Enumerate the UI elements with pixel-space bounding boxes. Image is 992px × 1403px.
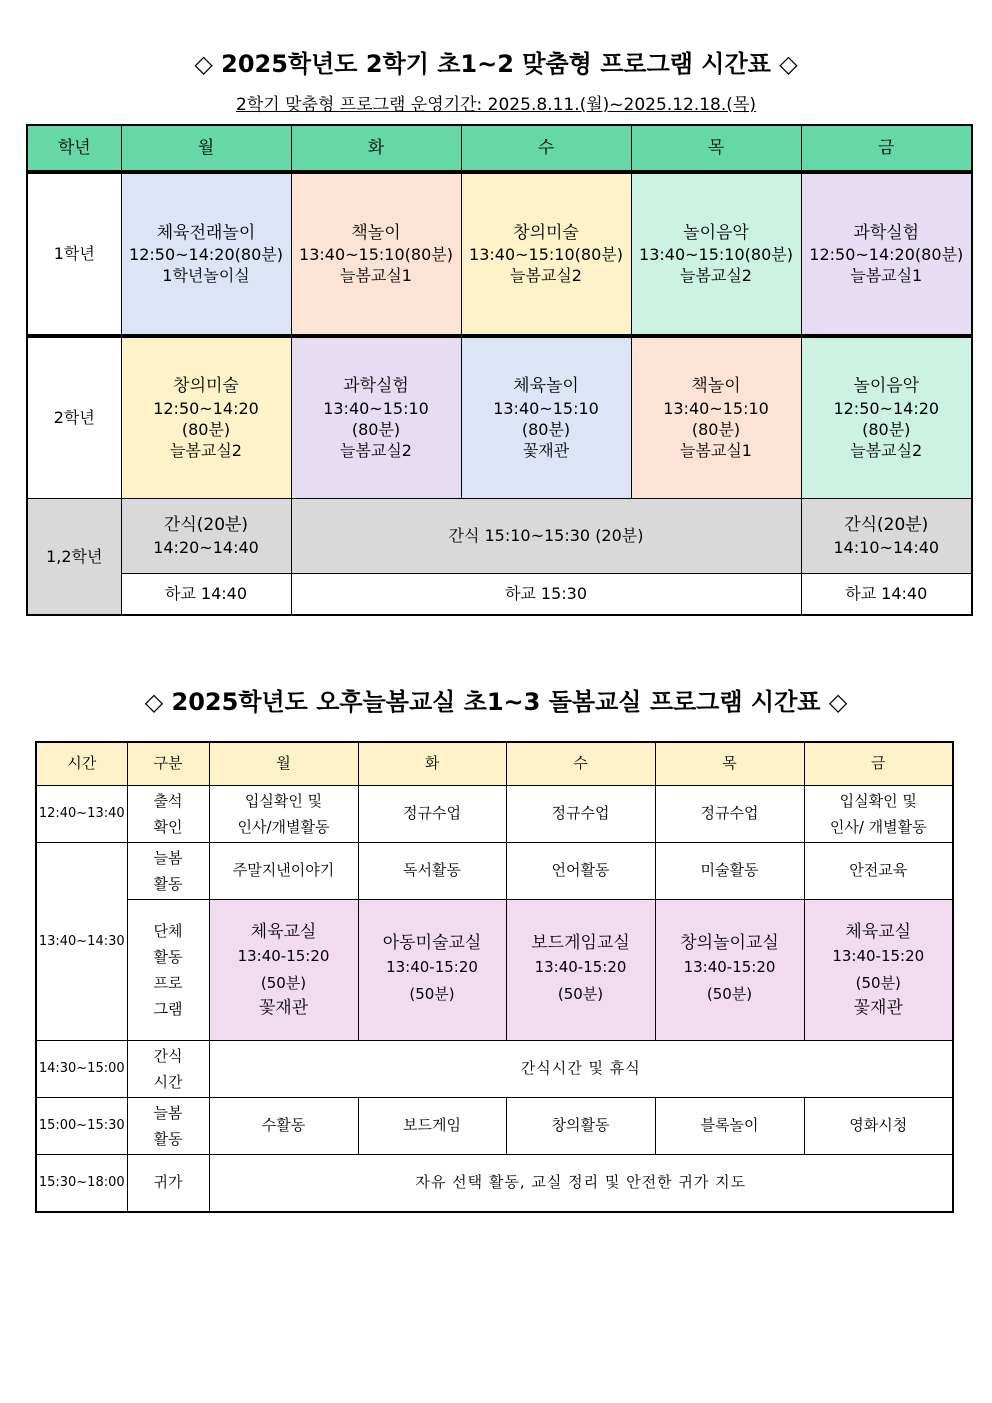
operation-period: 2학기 맞춤형 프로그램 운영기간: 2025.8.11.(월)~2025.12.18.(목) bbox=[236, 95, 756, 115]
group-mon-cell: 체육교실 13:40-15:20 (50분) 꽃재관 bbox=[209, 900, 358, 1041]
header-grade: 학년 bbox=[27, 125, 121, 171]
activity-fri-2: 영화시청 bbox=[804, 1098, 953, 1155]
grade1-tue-cell: 책놀이 13:40~15:10(80분) 늘봄교실1 bbox=[291, 174, 461, 335]
header-wed: 수 bbox=[506, 742, 655, 786]
header-fri: 금 bbox=[804, 742, 953, 786]
activity-mon-2: 수활동 bbox=[209, 1098, 358, 1155]
activity-wed-1: 언어활동 bbox=[506, 843, 655, 900]
group-thu-cell: 창의놀이교실 13:40-15:20 (50분) bbox=[655, 900, 804, 1041]
grade1-row bbox=[27, 174, 972, 335]
snack-text: 간식시간 및 휴식 bbox=[209, 1041, 953, 1098]
grade1-fri-cell: 과학실험 12:50~14:20(80분) 늘봄교실1 bbox=[801, 174, 972, 335]
grade2-thu-cell: 책놀이 13:40~15:10 (80분) 늘봄교실1 bbox=[631, 338, 801, 499]
table1-subtitle bbox=[0, 90, 992, 115]
attendance-tue: 정규수업 bbox=[358, 786, 506, 843]
snack-time-row bbox=[36, 1041, 953, 1098]
grade2-fri-cell: 놀이음악 12:50~14:20 (80분) 늘봄교실2 bbox=[801, 338, 972, 499]
dismiss-fri-cell: 하교 14:40 bbox=[801, 574, 972, 616]
dismiss-mon-cell: 하교 14:40 bbox=[121, 574, 291, 616]
going-home-row bbox=[36, 1155, 953, 1213]
header-tue: 화 bbox=[358, 742, 506, 786]
header-thu: 목 bbox=[655, 742, 804, 786]
neulbom-activity-row-1 bbox=[36, 843, 953, 900]
program-timetable bbox=[26, 124, 973, 616]
attendance-mon: 입실확인 및 인사/개별활동 bbox=[209, 786, 358, 843]
snack-type: 간식 시간 bbox=[127, 1041, 209, 1098]
snack-time: 14:30~15:00 bbox=[36, 1041, 127, 1098]
attendance-wed: 정규수업 bbox=[506, 786, 655, 843]
header-type: 구분 bbox=[127, 742, 209, 786]
activity-mon-1: 주말지낸이야기 bbox=[209, 843, 358, 900]
activity-thu-2: 블록놀이 bbox=[655, 1098, 804, 1155]
attendance-type: 출석 확인 bbox=[127, 786, 209, 843]
header-mon: 월 bbox=[209, 742, 358, 786]
group-fri-cell: 체육교실 13:40-15:20 (50분) 꽃재관 bbox=[804, 900, 953, 1041]
home-text: 자유 선택 활동, 교실 정리 및 안전한 귀가 지도 bbox=[209, 1155, 953, 1213]
header-time: 시간 bbox=[36, 742, 127, 786]
grade1-mon-cell: 체육전래놀이 12:50~14:20(80분) 1학년놀이실 bbox=[121, 174, 291, 335]
grade2-mon-cell: 창의미술 12:50~14:20 (80분) 늘봄교실2 bbox=[121, 338, 291, 499]
group-wed-cell: 보드게임교실 13:40-15:20 (50분) bbox=[506, 900, 655, 1041]
header-tue: 화 bbox=[291, 125, 461, 171]
neulbom-type-2: 늘봄 활동 bbox=[127, 1098, 209, 1155]
table1-header-row bbox=[27, 125, 972, 171]
attendance-time: 12:40~13:40 bbox=[36, 786, 127, 843]
header-wed: 수 bbox=[461, 125, 631, 171]
home-time: 15:30~18:00 bbox=[36, 1155, 127, 1213]
activity-fri-1: 안전교육 bbox=[804, 843, 953, 900]
activity-wed-2: 창의활동 bbox=[506, 1098, 655, 1155]
activity-tue-2: 보드게임 bbox=[358, 1098, 506, 1155]
grade2-wed-cell: 체육놀이 13:40~15:10 (80분) 꽃재관 bbox=[461, 338, 631, 499]
header-fri: 금 bbox=[801, 125, 972, 171]
dismiss-mid-cell: 하교 15:30 bbox=[291, 574, 801, 616]
neulbom-type-1: 늘봄 활동 bbox=[127, 843, 209, 900]
header-mon: 월 bbox=[121, 125, 291, 171]
common-grade-label: 1,2학년 bbox=[27, 499, 121, 616]
attendance-fri: 입실확인 및 인사/ 개별활동 bbox=[804, 786, 953, 843]
group-program-row bbox=[36, 900, 953, 1041]
snack-mid-cell: 간식 15:10~15:30 (20분) bbox=[291, 499, 801, 574]
group-tue-cell: 아동미술교실 13:40-15:20 (50분) bbox=[358, 900, 506, 1041]
activity-thu-1: 미술활동 bbox=[655, 843, 804, 900]
grade1-thu-cell: 놀이음악 13:40~15:10(80분) 늘봄교실2 bbox=[631, 174, 801, 335]
neulbom-time-1: 13:40~14:30 bbox=[36, 843, 127, 1041]
header-thu: 목 bbox=[631, 125, 801, 171]
table1-title: ◇ 2025학년도 2학기 초1~2 맞춤형 프로그램 시간표 ◇ bbox=[194, 50, 798, 78]
neulbom-activity-row-2 bbox=[36, 1098, 953, 1155]
care-timetable bbox=[35, 741, 954, 1213]
grade1-wed-cell: 창의미술 13:40~15:10(80분) 늘봄교실2 bbox=[461, 174, 631, 335]
snack-mon-cell: 간식(20분) 14:20~14:40 bbox=[121, 499, 291, 574]
home-type: 귀가 bbox=[127, 1155, 209, 1213]
grade1-label: 1학년 bbox=[27, 174, 121, 335]
attendance-thu: 정규수업 bbox=[655, 786, 804, 843]
table2-header-row bbox=[36, 742, 953, 786]
neulbom-time-2: 15:00~15:30 bbox=[36, 1098, 127, 1155]
grade2-label: 2학년 bbox=[27, 338, 121, 499]
attendance-row bbox=[36, 786, 953, 843]
grade2-tue-cell: 과학실험 13:40~15:10 (80분) 늘봄교실2 bbox=[291, 338, 461, 499]
activity-tue-1: 독서활동 bbox=[358, 843, 506, 900]
snack-fri-cell: 간식(20분) 14:10~14:40 bbox=[801, 499, 972, 574]
group-type: 단체 활동 프로 그램 bbox=[127, 900, 209, 1041]
snack-row bbox=[27, 499, 972, 574]
dismissal-row bbox=[27, 574, 972, 616]
grade2-row bbox=[27, 338, 972, 499]
table2-title: ◇ 2025학년도 오후늘봄교실 초1~3 돌봄교실 프로그램 시간표 ◇ bbox=[144, 688, 848, 716]
